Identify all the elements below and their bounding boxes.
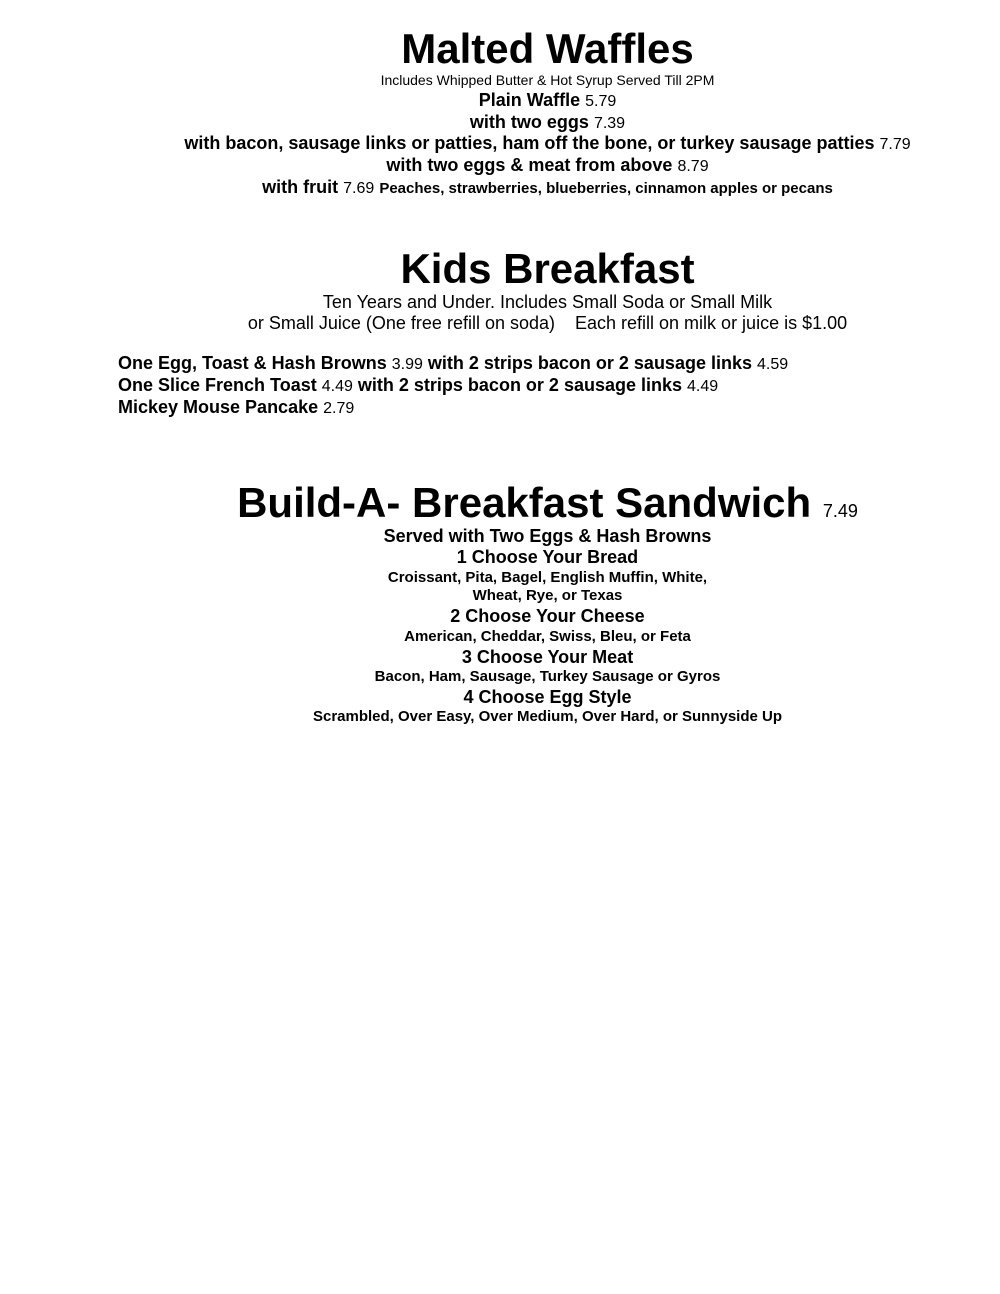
kids-item-addon-price: 4.49 bbox=[687, 378, 719, 395]
waffle-item bbox=[95, 155, 1000, 177]
kids-item bbox=[118, 397, 354, 419]
kids-desc-line2: or Small Juice (One free refill on soda) Each refill on milk or juice is $1.00 bbox=[247, 313, 848, 333]
waffle-fruit-item bbox=[95, 177, 1000, 199]
waffle-item-name: Plain Waffle bbox=[478, 90, 581, 110]
waffle-item bbox=[95, 133, 1000, 155]
waffles-subtitle: Includes Whipped Butter & Hot Syrup Served Till 2PM bbox=[380, 72, 715, 88]
kids-title: Kids Breakfast bbox=[400, 245, 695, 292]
sandwich-step-label: 4 Choose Egg Style bbox=[463, 687, 632, 707]
kids-item-name: One Egg, Toast & Hash Browns bbox=[118, 353, 387, 373]
kids-item-price: 2.79 bbox=[323, 400, 355, 417]
waffle-item-price: 8.79 bbox=[677, 158, 709, 175]
waffle-item-name: with bacon, sausage links or patties, ham off the bone, or turkey sausage patties bbox=[184, 133, 875, 153]
waffles-title: Malted Waffles bbox=[401, 25, 694, 72]
kids-item-name: Mickey Mouse Pancake bbox=[118, 397, 319, 417]
waffle-item bbox=[95, 112, 1000, 134]
waffle-item-name: with two eggs bbox=[469, 112, 589, 132]
sandwich-step-label: 3 Choose Your Meat bbox=[461, 647, 634, 667]
kids-item-addon: with 2 strips bacon or 2 sausage links bbox=[427, 353, 752, 373]
kids-item-addon-price: 4.59 bbox=[757, 356, 789, 373]
kids-item bbox=[118, 375, 718, 397]
kids-item-price: 3.99 bbox=[391, 356, 423, 373]
sandwich-step-options: Scrambled, Over Easy, Over Medium, Over Hard, or Sunnyside Up bbox=[312, 708, 783, 725]
sandwich-step-options: Bacon, Ham, Sausage, Turkey Sausage or Gyros bbox=[374, 668, 721, 685]
sandwich-price: 7.49 bbox=[822, 501, 858, 521]
waffle-item-price: 5.79 bbox=[585, 93, 617, 110]
kids-item-addon: with 2 strips bacon or 2 sausage links bbox=[357, 375, 683, 395]
sandwich-title: Build-A- Breakfast Sandwich bbox=[237, 479, 812, 526]
sandwich-step-options: Wheat, Rye, or Texas bbox=[472, 587, 623, 604]
sandwich-served: Served with Two Eggs & Hash Browns bbox=[383, 526, 712, 546]
kids-item-price: 4.49 bbox=[321, 378, 353, 395]
waffle-fruit-note: Peaches, strawberries, blueberries, cinnamon apples or pecans bbox=[379, 180, 833, 197]
sandwich-step-label: 2 Choose Your Cheese bbox=[450, 606, 645, 626]
sandwich-step-options: American, Cheddar, Swiss, Bleu, or Feta bbox=[404, 628, 691, 645]
waffle-item-name: with two eggs & meat from above bbox=[386, 155, 673, 175]
kids-item-name: One Slice French Toast bbox=[118, 375, 317, 395]
sandwich-step-options: Croissant, Pita, Bagel, English Muffin, White, bbox=[387, 569, 708, 586]
waffle-fruit-price: 7.69 bbox=[343, 180, 375, 197]
sandwich-step-label: 1 Choose Your Bread bbox=[456, 547, 639, 567]
waffle-item-price: 7.79 bbox=[879, 136, 911, 153]
waffle-item bbox=[95, 90, 1000, 112]
waffle-item-price: 7.39 bbox=[593, 115, 626, 132]
kids-item bbox=[118, 353, 788, 375]
waffle-fruit-name: with fruit bbox=[262, 177, 339, 197]
kids-desc-line1: Ten Years and Under. Includes Small Soda or Small Milk bbox=[322, 292, 773, 312]
